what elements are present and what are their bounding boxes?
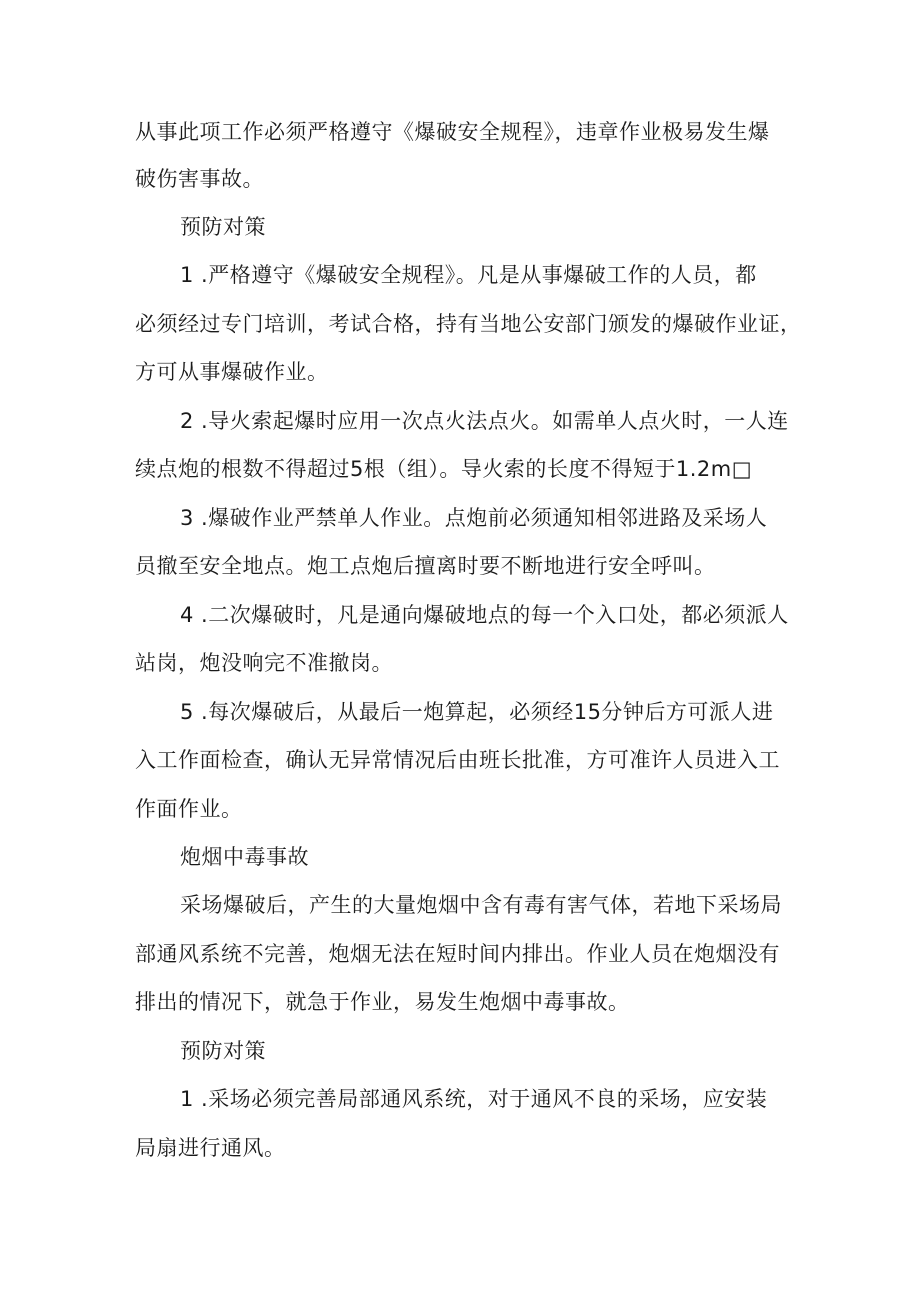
section-heading: 炮烟中毒事故 <box>180 845 309 869</box>
text-line: 必须经过专门培训，考试合格，持有当地公安部门颁发的爆破作业证， <box>135 312 802 336</box>
text-line: 站岗，炮没响完不准撤岗。 <box>135 651 393 675</box>
text-line: 采场爆破后，产生的大量炮烟中含有毒有害气体，若地下采场局 <box>180 893 782 917</box>
text-line: 3 .爆破作业严禁单人作业。点炮前必须通知相邻进路及采场人 <box>180 506 768 530</box>
text-line: 4 .二次爆破时，凡是通向爆破地点的每一个入口处，都必须派人 <box>180 603 789 627</box>
text-line: 从事此项工作必须严格遵守《爆破安全规程》，违章作业极易发生爆 <box>135 120 770 144</box>
text-line: 5 .每次爆破后，从最后一炮算起，必须经15分钟后方可派人进 <box>180 700 774 724</box>
text-line: 方可从事爆破作业。 <box>135 360 329 384</box>
text-line: 员撤至安全地点。炮工点炮后擅离时要不断地进行安全呼叫。 <box>135 554 716 578</box>
text-line: 作面作业。 <box>135 797 243 821</box>
text-line: 续点炮的根数不得超过5根（组）。导火索的长度不得短于1.2m□ <box>135 457 753 481</box>
text-line: 破伤害事故。 <box>135 167 264 191</box>
text-line: 入工作面检查，确认无异常情况后由班长批准，方可准许人员进入工 <box>135 748 780 772</box>
text-line: 排出的情况下，就急于作业，易发生炮烟中毒事故。 <box>135 990 630 1014</box>
text-line: 2 .导火索起爆时应用一次点火法点火。如需单人点火时，一人连 <box>180 409 789 433</box>
text-line: 1 .采场必须完善局部通风系统，对于通风不良的采场，应安装 <box>180 1087 768 1111</box>
text-line: 局扇进行通风。 <box>135 1136 286 1160</box>
text-line: 1 .严格遵守《爆破安全规程》。凡是从事爆破工作的人员，都 <box>180 263 757 287</box>
section-heading: 预防对策 <box>180 1039 266 1063</box>
section-heading: 预防对策 <box>180 215 266 239</box>
text-line: 部通风系统不完善，炮烟无法在短时间内排出。作业人员在炮烟没有 <box>135 942 780 966</box>
